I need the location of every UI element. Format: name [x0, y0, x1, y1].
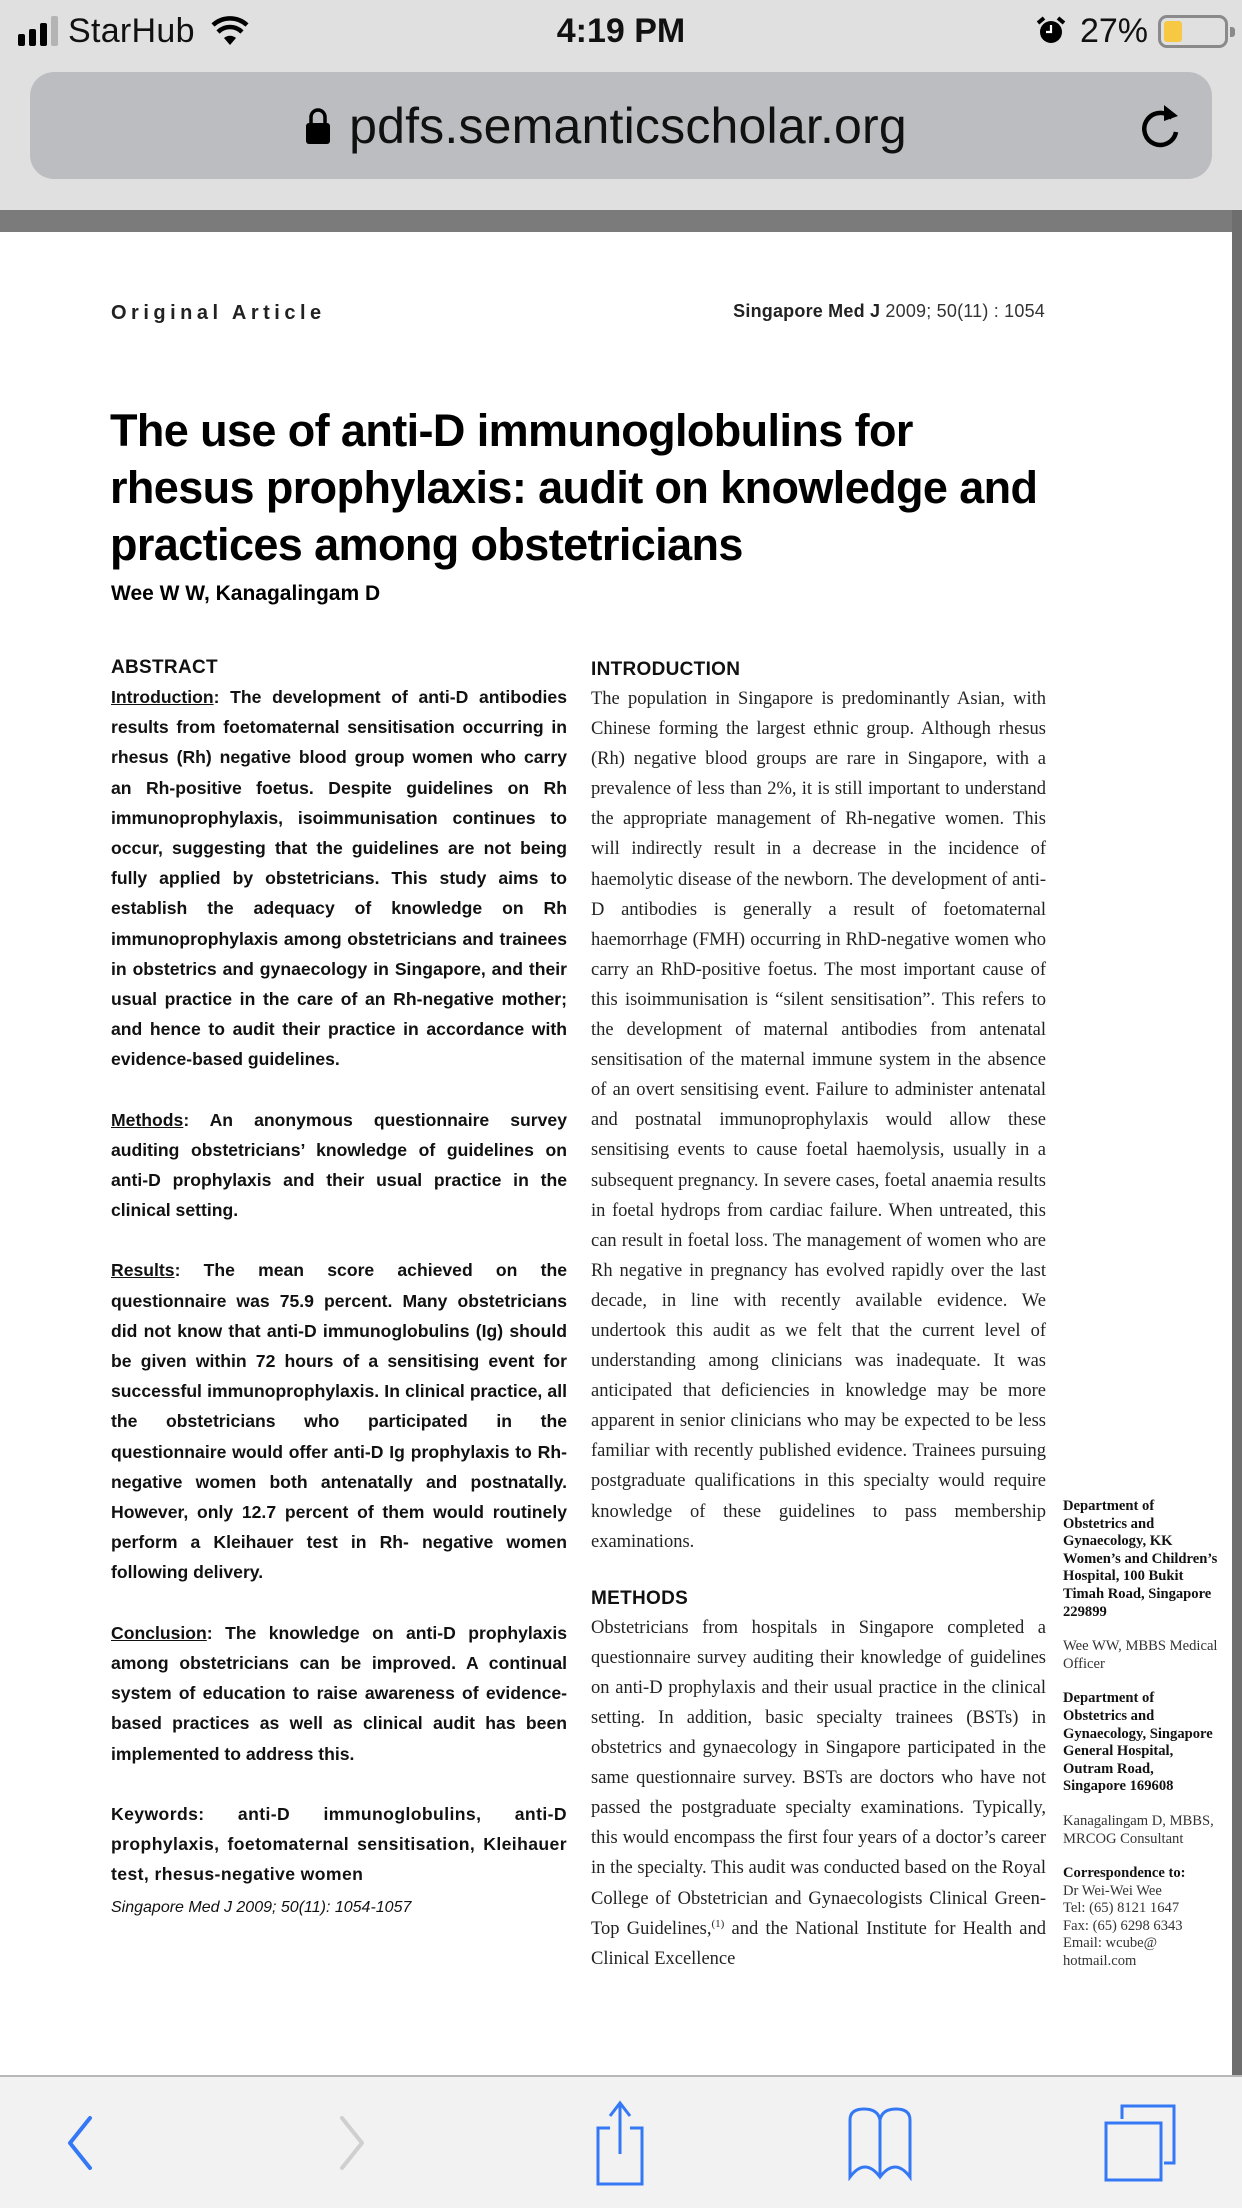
methods-paragraph	[591, 1613, 1046, 1974]
affiliation-text: Department of Obstetrics and Gynaecology, KK Women’s and Children’s Hospital, 100 Bukit Timah Road, Singapore 229899	[1063, 1498, 1218, 1620]
wifi-icon	[211, 16, 249, 46]
page-edge	[1232, 210, 1242, 2075]
introduction-heading: INTRODUCTION	[591, 659, 741, 680]
pdf-page	[0, 232, 1232, 2075]
abstract-results-label: Results	[111, 1260, 175, 1281]
safari-toolbar	[0, 2075, 1242, 2208]
methods-text-part1: Obstetricians from hospitals in Singapore completed a questionnaire survey auditing their knowledge of guidelines on anti-D prophylaxis and their usual practice in the clinical setting. In addition, basic specialty trainees (BSTs) in obstetrics and gynaecology in Singapore participated in the same questionnaire survey. BSTs are doctors who have not passed the postgraduate specialty examinations. Typically, this would encompass the first four years of a doctor’s career in the specialty. This audit was conducted based on the Royal College of Obstetrician and Gynaecologists Clinical Green-Top Guidelines,	[591, 1617, 1046, 1939]
abstract-conclusion	[111, 1618, 567, 1769]
forward-icon	[337, 2115, 367, 2171]
affiliations-sidebar	[1063, 1498, 1218, 1971]
journal-name: Singapore Med J	[733, 301, 881, 321]
url-text[interactable]: pdfs.semanticscholar.org	[349, 97, 907, 154]
section-label: Original Article	[111, 302, 326, 324]
pdf-viewer[interactable]	[0, 210, 1242, 2075]
correspondence-fax: Fax: (65) 6298 6343	[1063, 1917, 1183, 1934]
keywords: Keywords: anti-D immunoglobulins, anti-D prophylaxis, foetomaternal sensitisation, Kleihauer test, rhesus-negative women	[111, 1803, 567, 1885]
abstract-results	[111, 1255, 567, 1587]
methods-heading: METHODS	[591, 1587, 689, 1609]
correspondence-name: Dr Wei-Wei Wee	[1063, 1882, 1162, 1899]
citation: Singapore Med J 2009; 50(11): 1054-1057	[111, 1899, 412, 1917]
abstract-methods-text: : An anonymous questionnaire survey auditing obstetricians’ knowledge of guidelines on anti-D prophylaxis and their usual practice in the clinical setting.	[111, 1109, 567, 1221]
abstract-results-text: : The mean score achieved on the questionnaire was 75.9 percent. Many obstetricians did not know that anti-D immunoglobulins (Ig) should be given within 72 hours of a sensitising event for successful immunoprophylaxis. In clinical practice, all the obstetricians who participated in the questionnaire would offer anti-D Ig prophylaxis to Rh-negative women both antenatally and postnatally. However, only 12.7 percent of them would routinely perform a Kleihauer test in Rh- negative women following delivery.	[111, 1260, 567, 1583]
share-icon	[590, 2100, 650, 2186]
share-button[interactable]	[570, 2077, 670, 2208]
abstract-introduction	[111, 682, 567, 1075]
abstract-methods-label: Methods	[111, 1109, 184, 1130]
article-authors: Wee W W, Kanagalingam D	[111, 582, 381, 605]
abstract-introduction-text: : The development of anti-D antibodies results from foetomaternal sensitisation occurring in rhesus (Rh) negative blood group women who carry an Rh-positive foetus. Despite guidelines on Rh immunoprophylaxis, isoimmunisation continues to occur, suggesting that the guidelines are not being fully applied by obstetricians. This study aims to establish the adequacy of knowledge on Rh immunoprophylaxis among obstetricians and trainees in obstetrics and gynaecology in Singapore, and their usual practice in the care of an Rh-negative mother; and hence to audit their practice in accordance with evidence-based guidelines.	[111, 687, 567, 1070]
tabs-button[interactable]	[1090, 2077, 1190, 2208]
back-icon	[65, 2115, 95, 2171]
introduction-paragraph: The population in Singapore is predominantly Asian, with Chinese forming the largest ethnic group. Although rhesus (Rh) negative blood groups are rare in Singapore, with a prevalence of less than 2%, it is still important to understand the appropriate management of Rh-negative women. This will indirectly result in a decrease in the incidence of haemolytic disease of the newborn. The development of anti-D antibodies is generally a result of foetomaternal haemorrhage (FMH) occurring in RhD-negative women who carry an RhD-positive foetus. The most important cause of this isoimmunisation is “silent sensitisation”. This refers to the development of maternal antibodies from antenatal sensitisation of the maternal immune system in the absence of an overt sensitising event. Failure to administer antenatal and postnatal immunoprophylaxis would allow these sensitising events to cause foetal haemolysis, usually in a subsequent pregnancy. In severe cases, foetal anaemia results in foetal hydrops from cardiac failure. When untreated, this can result in foetal loss. The management of women who are Rh negative in pregnancy has evolved rapidly over the last decade, in line with recently available evidence. We undertook this audit as we felt that the current level of understanding among clinicians was inadequate. It was anticipated that deficiencies in knowledge may be more apparent in senior clinicians who may be expected to be less familiar with recently published evidence. Trainees pursuing postgraduate qualifications in this specialty would require knowledge of these guidelines to pass membership examinations.	[591, 689, 1046, 1552]
status-left	[18, 8, 249, 54]
body-column	[591, 656, 1046, 2002]
correspondence-block	[1063, 1865, 1218, 1971]
reload-icon[interactable]	[1138, 102, 1186, 152]
back-button[interactable]	[30, 2077, 130, 2208]
abstract-methods	[111, 1105, 567, 1226]
battery-icon	[1158, 15, 1228, 48]
abstract-heading: ABSTRACT	[111, 657, 218, 678]
status-bar	[0, 0, 1242, 62]
lock-icon	[305, 107, 331, 145]
abstract-conclusion-text: : The knowledge on anti-D prophylaxis among obstetricians can be improved. A continual system of education to raise awareness of evidence-based practices as well as clinical audit has been implemented to address this.	[111, 1622, 567, 1764]
clock-time: 4:19 PM	[556, 12, 686, 50]
abstract-conclusion-label: Conclusion	[111, 1622, 207, 1643]
correspondence-tel: Tel: (65) 8121 1647	[1063, 1900, 1180, 1917]
journal-issue: 2009; 50(11) : 1054	[880, 301, 1045, 321]
battery-percent: 27%	[1079, 11, 1148, 50]
carrier-name: StarHub	[68, 11, 195, 50]
journal-reference	[733, 301, 1045, 322]
status-right	[1036, 8, 1228, 54]
bookmarks-button[interactable]	[830, 2077, 930, 2208]
forward-button[interactable]	[302, 2077, 402, 2208]
abstract-section	[111, 654, 567, 1921]
tabs-icon	[1102, 2103, 1178, 2183]
abstract-introduction-label: Introduction	[111, 687, 214, 707]
correspondence-label: Correspondence to:	[1063, 1865, 1186, 1882]
affiliation-person: Kanagalingam D, MBBS, MRCOG Consultant	[1063, 1812, 1214, 1847]
article-title: The use of anti-D immunoglobulins for rhesus prophylaxis: audit on knowledge and practices among obstetricians	[110, 405, 1038, 570]
affiliation-text: Department of Obstetrics and Gynaecology, Singapore General Hospital, Outram Road, Singapore 169608	[1063, 1690, 1213, 1795]
methods-text-part2: and the National Institute for Health and Clinical Excellence	[591, 1918, 1046, 1969]
bookmarks-icon	[845, 2105, 915, 2181]
affiliation-institution	[1063, 1498, 1218, 1621]
address-bar[interactable]	[30, 72, 1212, 179]
reference-link[interactable]: (1)	[711, 1917, 725, 1930]
alarm-icon	[1036, 16, 1066, 46]
correspondence-email: Email: wcube@ hotmail.com	[1063, 1935, 1158, 1970]
affiliation-institution	[1063, 1690, 1218, 1796]
signal-strength-icon	[18, 16, 58, 46]
affiliation-person: Wee WW, MBBS Medical Officer	[1063, 1638, 1218, 1672]
